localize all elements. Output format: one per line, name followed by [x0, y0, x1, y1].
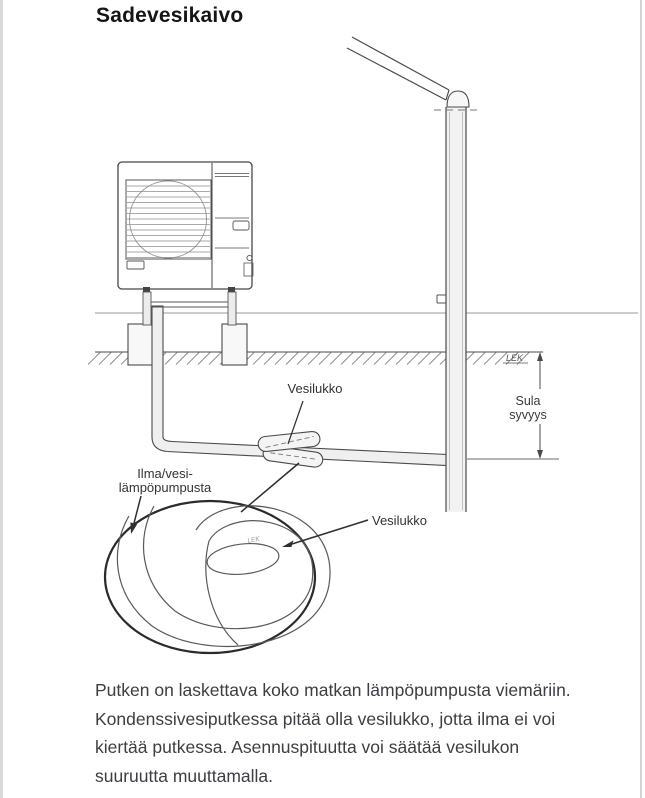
- label-frost-depth-line2: syvyys: [509, 408, 547, 422]
- body-text-line: suuruutta muuttamalla.: [95, 765, 274, 786]
- signature-detail: LEK: [246, 535, 261, 545]
- label-frost-depth-line1: Sula: [515, 394, 541, 408]
- roof-edge: [347, 37, 449, 100]
- body-text-line: kiertää putkessa. Asennuspituutta voi säätää vesilukon: [95, 737, 520, 757]
- label-from-heat-pump-line2: lämpöpumpusta: [118, 480, 212, 495]
- svg-text:LEK: LEK: [506, 353, 524, 363]
- label-water-trap-detail: Vesilukko: [372, 513, 427, 528]
- rain-hopper: [447, 91, 469, 107]
- heat-pump-unit: [118, 162, 253, 325]
- downspout-pipe: [446, 107, 466, 512]
- body-text-line: Putken on laskettava koko matkan lämpöpumpusta viemäriin.: [95, 680, 571, 700]
- leader-detail-link: [241, 463, 299, 512]
- arrow-water-trap-detail: [292, 520, 368, 544]
- signature-ground: [503, 353, 528, 363]
- body-text-line: Kondenssivesiputkessa pitää olla vesilukko, jotta ilma ei voi: [95, 708, 556, 729]
- pipe-clamp: [437, 295, 446, 303]
- page-title: Sadevesikaivo: [96, 4, 244, 27]
- frost-depth-dimension: [467, 352, 559, 459]
- label-water-trap-main: Vesilukko: [287, 381, 343, 396]
- unit-footings: [128, 324, 247, 365]
- body-text: [95, 676, 595, 790]
- label-from-heat-pump-line1: Ilma/vesi-: [137, 466, 193, 481]
- detail-circle: [105, 501, 330, 653]
